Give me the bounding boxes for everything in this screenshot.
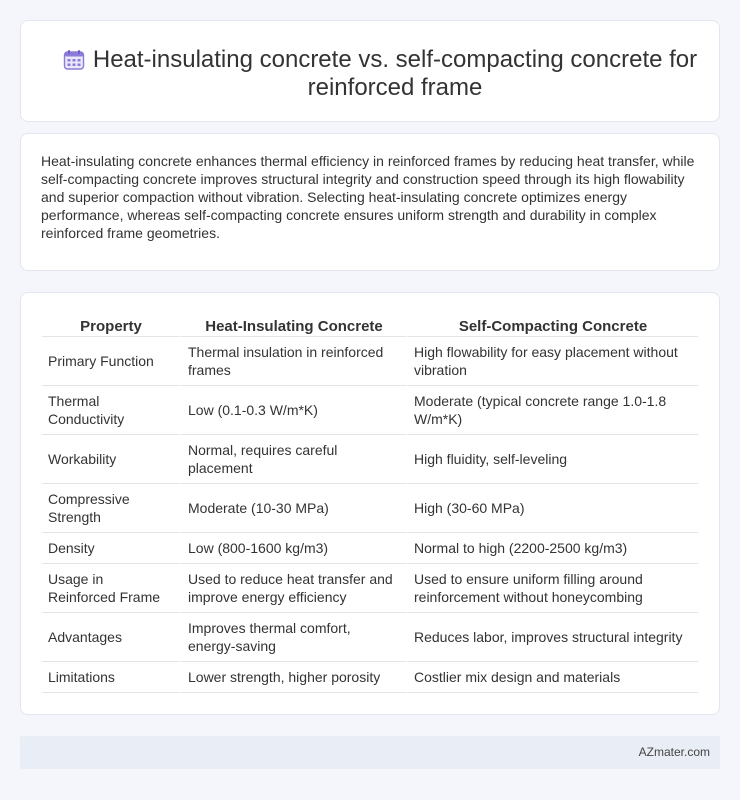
table-header-row [42,313,698,337]
page-title: Heat-insulating concrete vs. self-compacting concrete for reinforced frame [92,46,698,101]
header-property: Property [42,313,180,337]
table-cell: High (30-60 MPa) [406,484,698,533]
table-cell: Moderate (typical concrete range 1.0-1.8 W/m*K) [406,386,698,435]
table-cell: High fluidity, self-leveling [406,435,698,484]
table-cell: Used to reduce heat transfer and improve energy efficiency [180,564,406,613]
table-cell: Usage in Reinforced Frame [42,564,180,613]
table-cell: Reduces labor, improves structural integrity [406,613,698,662]
table-cell: Primary Function [42,337,180,386]
footer-site-name[interactable]: AZmater.com [638,745,710,759]
table-cell: Thermal insulation in reinforced frames [180,337,406,386]
table-cell: Costlier mix design and materials [406,662,698,693]
summary-paragraph: Heat-insulating concrete enhances thermal efficiency in reinforced frames by reducing heat transfer, while self-compacting concrete improves structural integrity and construction speed through its high flowability and superior compaction without vibration. Selecting heat-insulating concrete optimizes energy performance, whereas self-compacting concrete ensures uniform strength and durability in complex reinforced frame geometries. [41,153,695,241]
table-cell: Normal to high (2200-2500 kg/m3) [406,533,698,564]
title-card [20,20,720,122]
header-self-compacting: Self-Compacting Concrete [406,313,698,337]
summary-card [20,133,720,271]
table-row [42,613,698,662]
table-cell: Moderate (10-30 MPa) [180,484,406,533]
table-row [42,533,698,564]
comparison-table-card [20,292,720,715]
table-cell: Advantages [42,613,180,662]
table-cell: Low (800-1600 kg/m3) [180,533,406,564]
calendar-grid-icon [63,49,85,71]
table-cell: Used to ensure uniform filling around reinforcement without honeycombing [406,564,698,613]
table-row [42,337,698,386]
table-row [42,662,698,693]
table-cell: Thermal Conductivity [42,386,180,435]
table-row [42,435,698,484]
table-row [42,386,698,435]
table-cell: Low (0.1-0.3 W/m*K) [180,386,406,435]
table-cell: Limitations [42,662,180,693]
table-row [42,484,698,533]
table-cell: Improves thermal comfort, energy-saving [180,613,406,662]
table-row [42,564,698,613]
table-cell: Compressive Strength [42,484,180,533]
header-heat-insulating: Heat-Insulating Concrete [180,313,406,337]
comparison-table [42,313,698,693]
table-cell: Lower strength, higher porosity [180,662,406,693]
table-cell: Workability [42,435,180,484]
table-cell: High flowability for easy placement without vibration [406,337,698,386]
table-cell: Normal, requires careful placement [180,435,406,484]
footer-bar [20,736,720,769]
table-cell: Density [42,533,180,564]
